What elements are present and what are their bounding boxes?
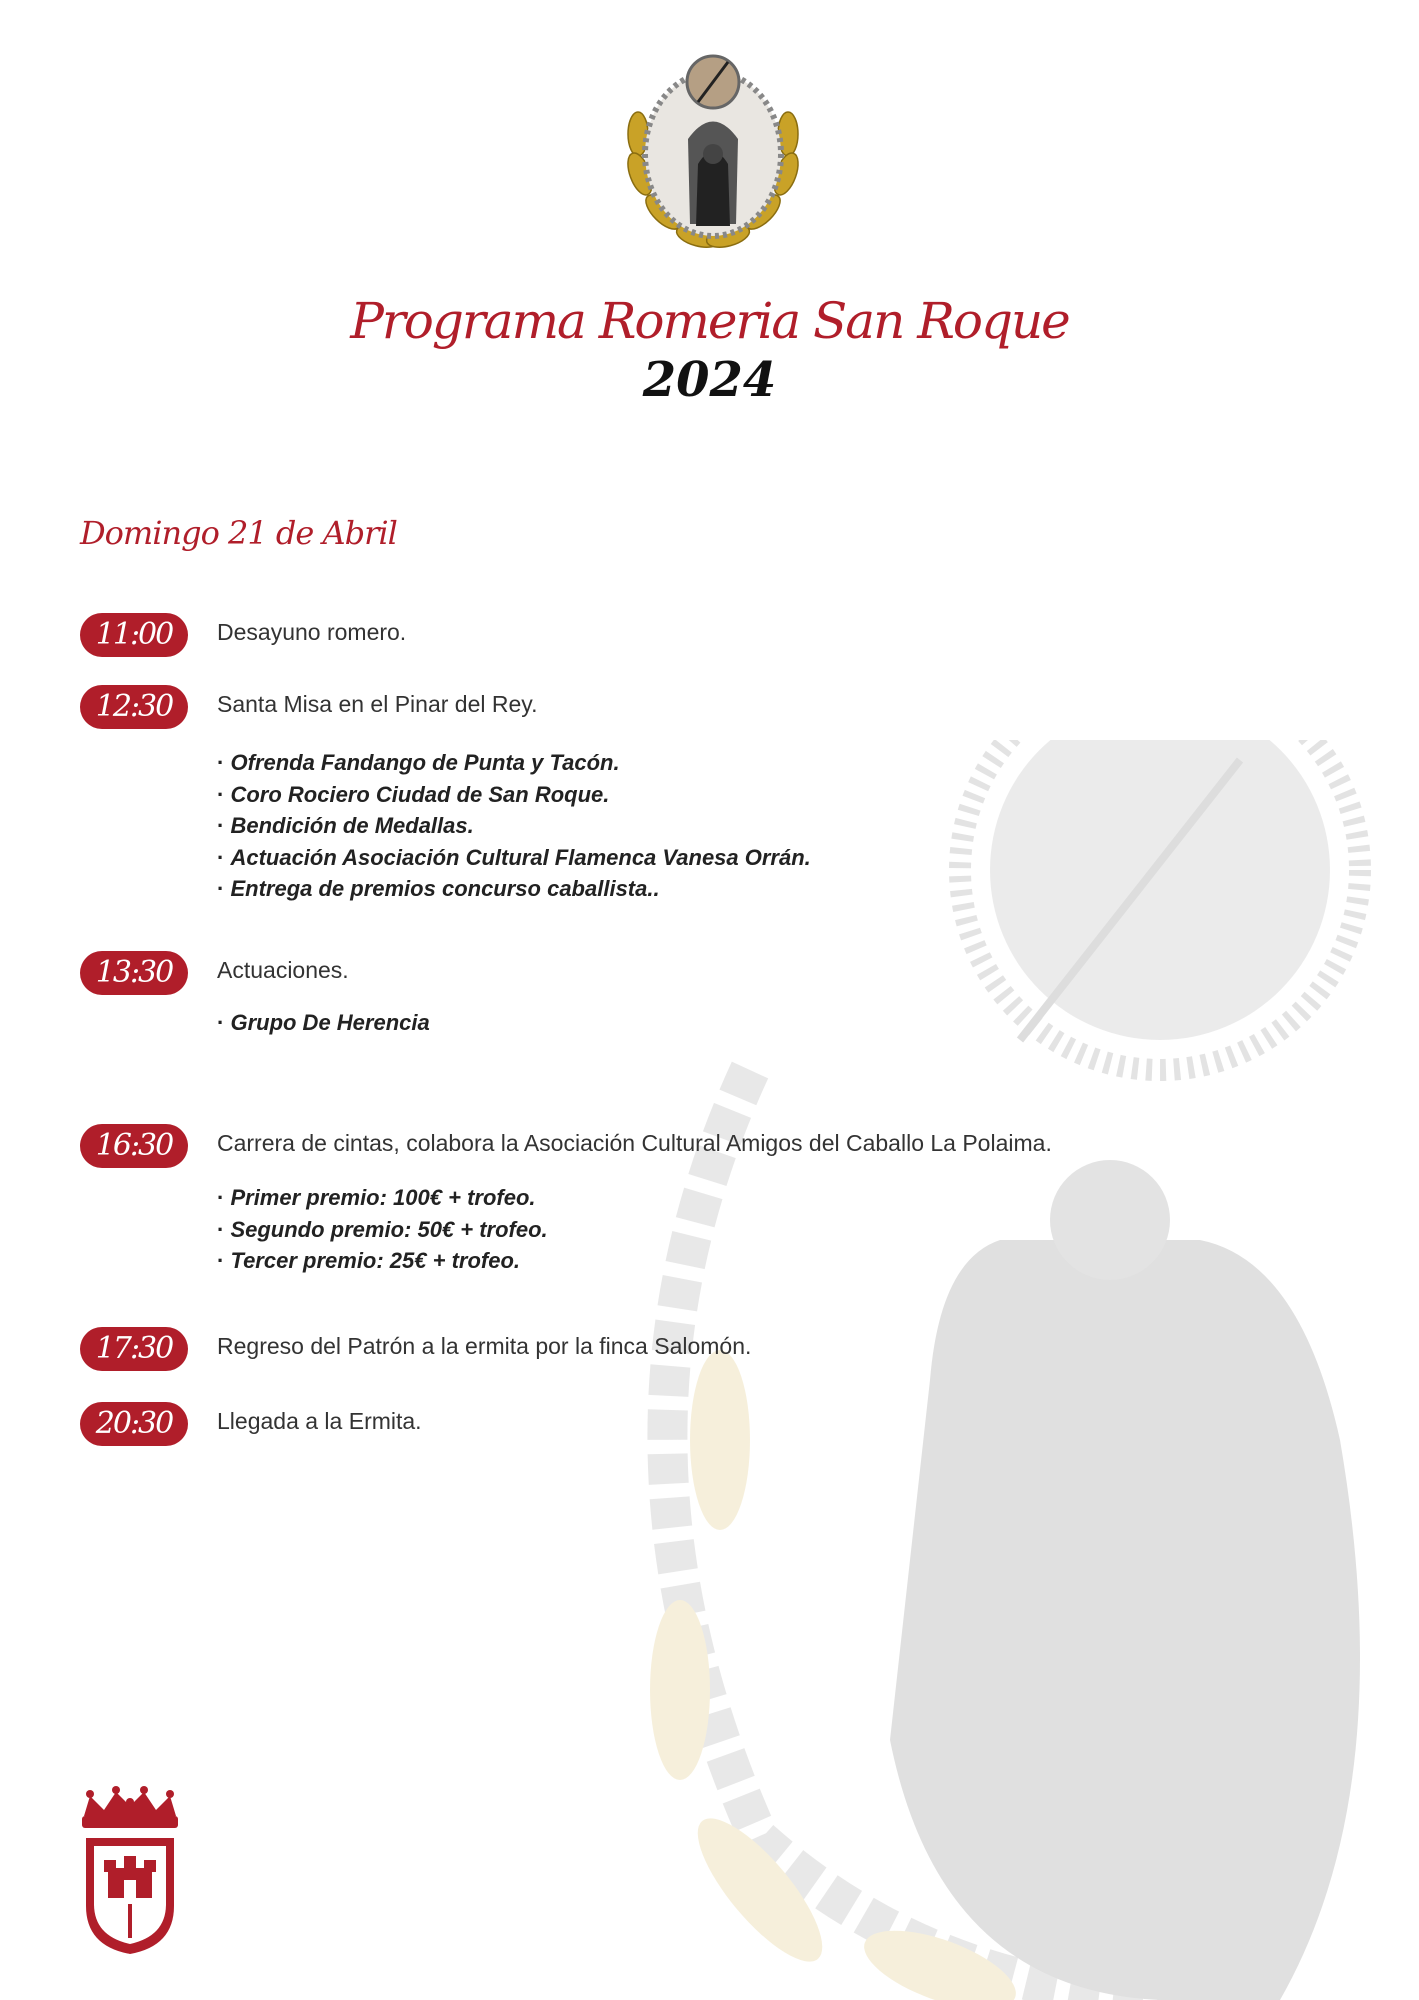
event-description: Santa Misa en el Pinar del Rey. (217, 691, 538, 717)
time-badge: 16:30 (80, 1124, 188, 1168)
time-badge: 12:30 (80, 685, 188, 729)
event-description: Actuaciones. (217, 957, 349, 983)
event-details (217, 747, 811, 905)
date-heading: Domingo 21 de Abril (80, 514, 397, 552)
event-detail: · Bendición de Medallas. (217, 810, 811, 842)
saint-watermark-icon (640, 740, 1419, 2000)
event-detail: · Segundo premio: 50€ + trofeo. (217, 1214, 548, 1246)
time-badge: 11:00 (80, 613, 188, 657)
event-details (217, 1007, 430, 1039)
event-detail: · Ofrenda Fandango de Punta y Tacón. (217, 747, 811, 779)
program-title: Programa Romeria San Roque (350, 292, 1069, 350)
event-details (217, 1182, 548, 1277)
brotherhood-emblem-icon (618, 44, 808, 254)
time-badge: 17:30 (80, 1327, 188, 1371)
program-year: 2024 (642, 352, 777, 408)
event-description: Carrera de cintas, colabora la Asociación Cultural Amigos del Caballo La Polaima. (217, 1130, 1052, 1156)
event-detail: · Primer premio: 100€ + trofeo. (217, 1182, 548, 1214)
event-detail: · Actuación Asociación Cultural Flamenca Vanesa Orrán. (217, 842, 811, 874)
event-detail: · Entrega de premios concurso caballista.. (217, 873, 811, 905)
time-badge: 13:30 (80, 951, 188, 995)
coat-of-arms-icon (74, 1786, 186, 1956)
event-description: Regreso del Patrón a la ermita por la finca Salomón. (217, 1333, 752, 1359)
time-badge: 20:30 (80, 1402, 188, 1446)
event-description: Desayuno romero. (217, 619, 407, 645)
event-detail: · Grupo De Herencia (217, 1007, 430, 1039)
event-detail: · Tercer premio: 25€ + trofeo. (217, 1245, 548, 1277)
event-detail: · Coro Rociero Ciudad de San Roque. (217, 779, 811, 811)
event-description: Llegada a la Ermita. (217, 1408, 422, 1434)
